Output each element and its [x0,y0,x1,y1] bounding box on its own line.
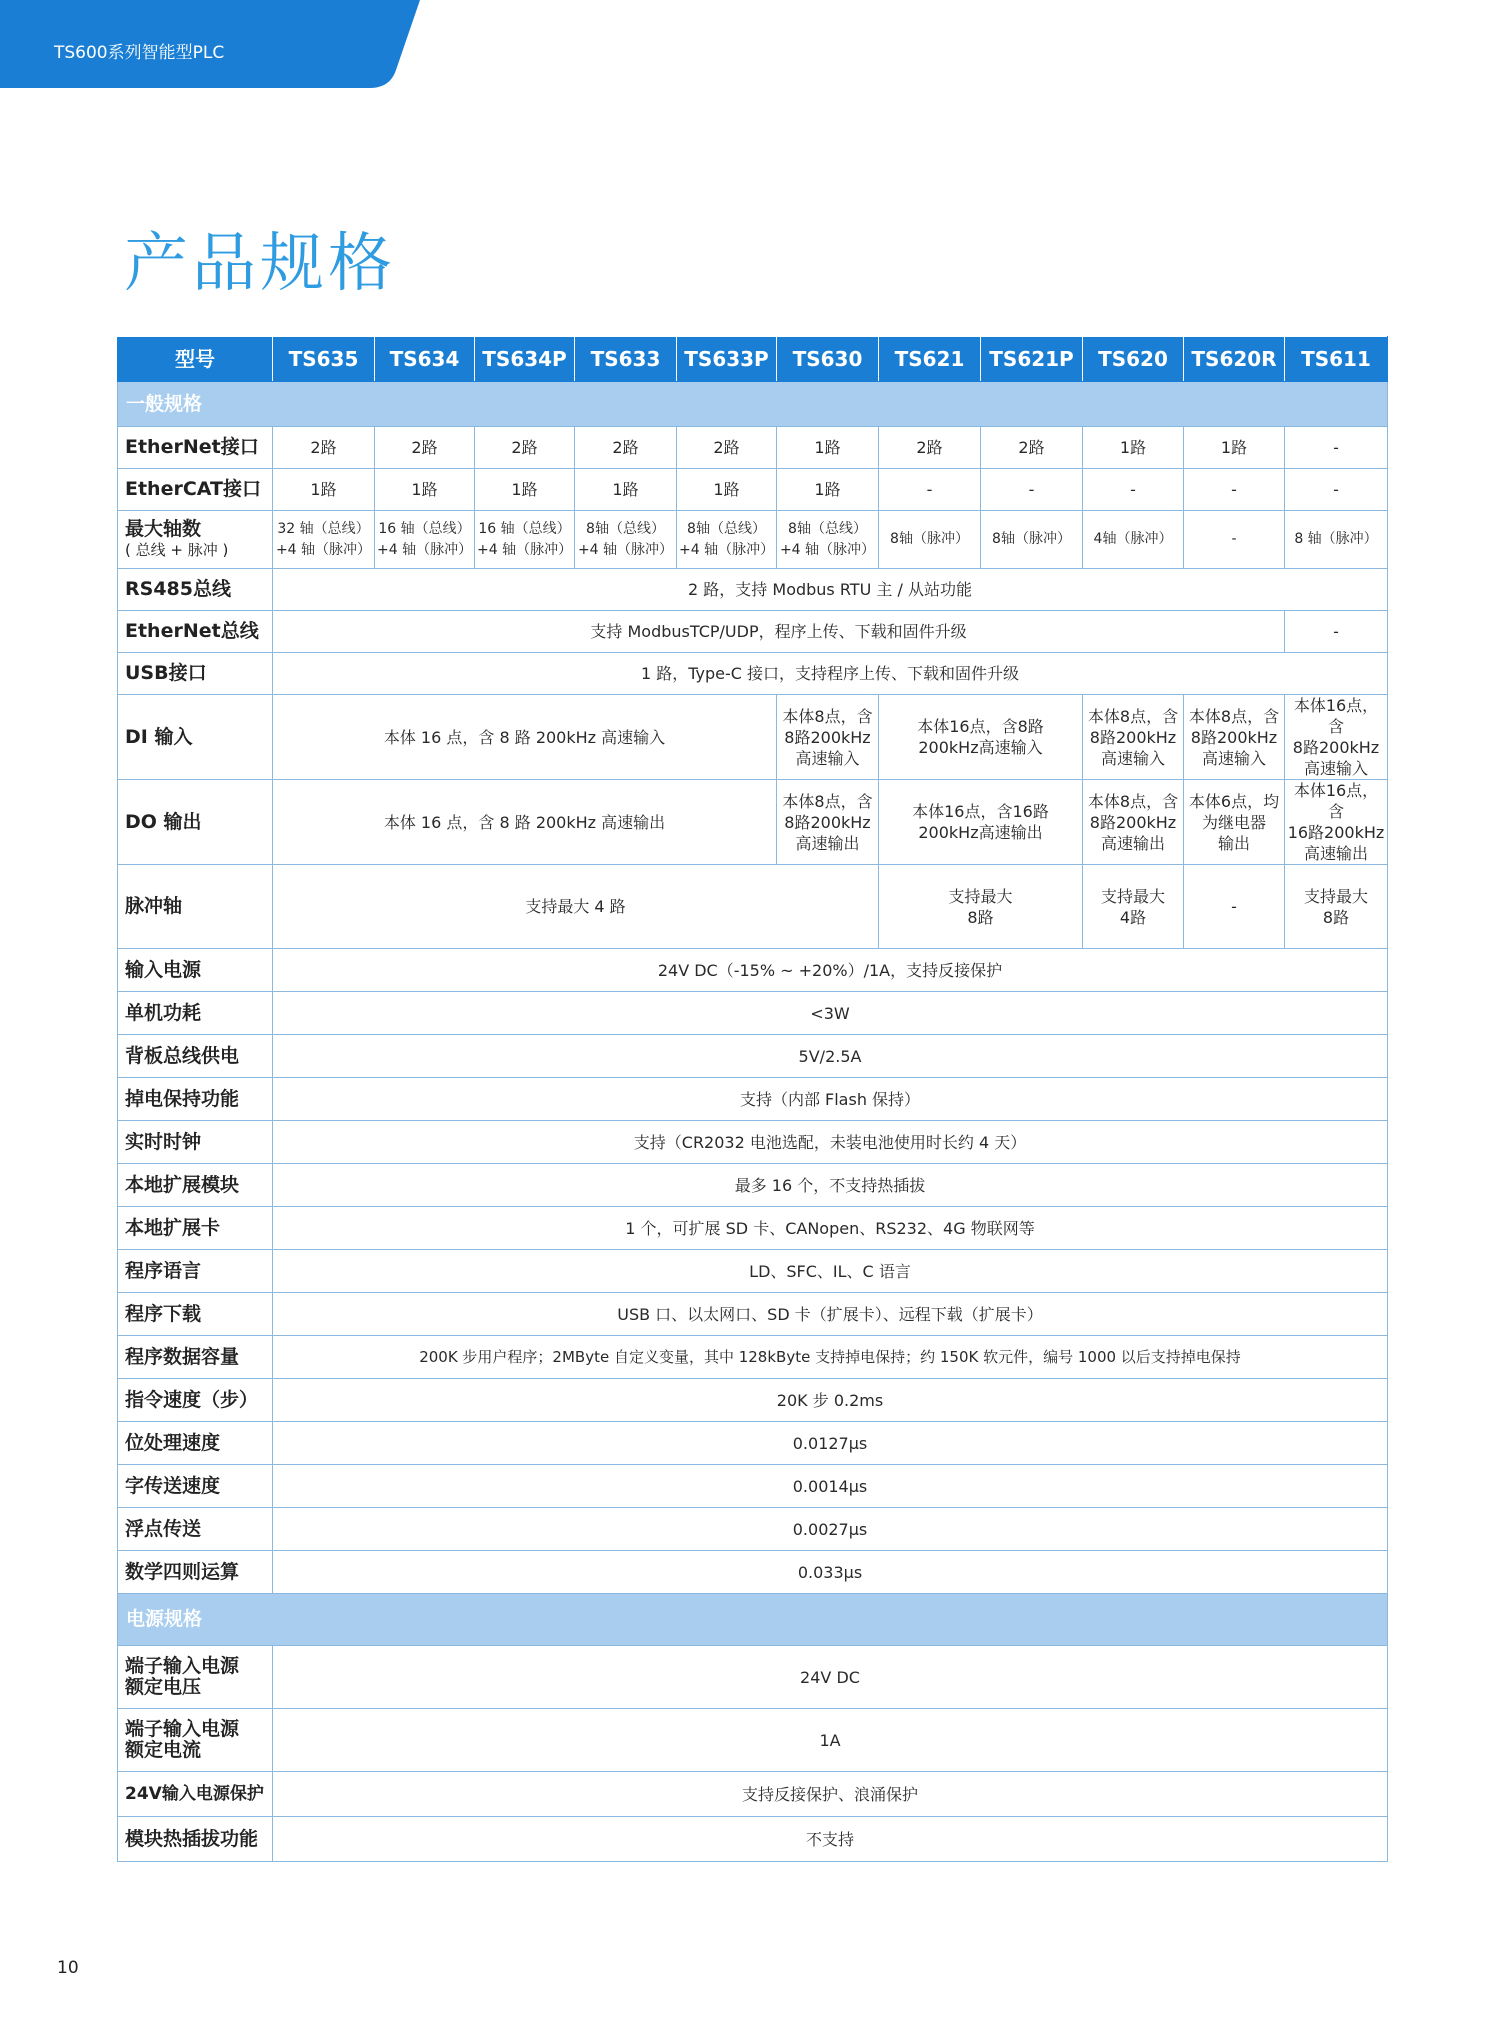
section-title: 电源规格 [118,1594,1388,1646]
table-cell: 2路 [375,427,475,469]
cell-line: 8轴（总线） [586,520,665,537]
section-title: 一般规格 [118,382,1388,427]
table-cell: 1路 [575,469,677,511]
table-row [118,865,1388,949]
cell-line: 本体8点，含 [1087,791,1179,811]
table-cell: 2路 [677,427,777,469]
table-cell: 5V/2.5A [273,1035,1388,1078]
table-cell: 1路 [475,469,575,511]
table-cell [879,780,1083,865]
table-cell: 20K 步 0.2ms [273,1379,1388,1422]
row-label-line: ( 总线 + 脉冲 ) [125,540,229,559]
model-header: TS633P [677,337,777,382]
table-cell: 1 路，Type-C 接口，支持程序上传、下载和固件升级 [273,653,1388,695]
cell-line: 本体16点，含 [1293,696,1379,736]
table-cell: 不支持 [273,1817,1388,1862]
table-row [118,511,1388,569]
table-cell: 1A [273,1709,1388,1772]
table-cell [777,780,879,865]
row-label-line: 端子输入电源 [125,1718,240,1740]
row-label: 24V输入电源保护 [118,1772,273,1817]
cell-line: 8轴（总线） [687,520,766,537]
row-label: USB接口 [118,653,273,695]
header-tab [0,0,420,88]
cell-line: 16 轴（总线） [378,520,471,537]
table-cell: 1 个，可扩展 SD 卡、CANopen、RS232、4G 物联网等 [273,1207,1388,1250]
table-cell: 0.0014μs [273,1465,1388,1508]
cell-line: 高速输入 [1201,748,1266,768]
cell-line: 为继电器 [1201,812,1266,832]
table-row [118,1035,1388,1078]
table-row [118,1207,1388,1250]
cell-line: 8路200kHz [1089,812,1177,832]
cell-line: 8轴（总线） [788,520,867,537]
table-cell: 8轴（脉冲） [981,511,1083,569]
row-label: 程序下载 [118,1293,273,1336]
model-header: TS635 [273,337,375,382]
table-row [118,569,1388,611]
table-cell: - [1184,511,1285,569]
table-cell: 支持（内部 Flash 保持） [273,1078,1388,1121]
cell-line: 32 轴（总线） [277,520,370,537]
table-row [118,469,1388,511]
table-cell: 支持最大 4 路 [273,865,879,949]
table-row [118,780,1388,865]
table-row [118,1379,1388,1422]
table-cell [375,511,475,569]
table-cell [777,511,879,569]
cell-line: 高速输出 [1100,833,1165,853]
row-label: EtherCAT接口 [118,469,273,511]
table-cell: 1路 [1184,427,1285,469]
table-cell: 2 路，支持 Modbus RTU 主 / 从站功能 [273,569,1388,611]
table-cell: 支持 ModbusTCP/UDP，程序上传、下载和固件升级 [273,611,1285,653]
section-row-general [118,382,1388,427]
row-label: RS485总线 [118,569,273,611]
row-label: DI 输入 [118,695,273,780]
row-label: 掉电保持功能 [118,1078,273,1121]
cell-line: 高速输入 [1303,759,1368,778]
model-header: TS611 [1285,337,1388,382]
header-row [118,337,1388,382]
row-label [118,1709,273,1772]
table-cell: 4轴（脉冲） [1083,511,1184,569]
table-cell: 200K 步用户程序；2MByte 自定义变量，其中 128kByte 支持掉电保持；约 150K 软元件，编号 1000 以后支持掉电保持 [273,1336,1388,1379]
cell-line: 本体16点，含 [1293,781,1379,821]
table-row [118,1164,1388,1207]
cell-line: 高速输出 [1303,844,1368,863]
table-row [118,695,1388,780]
table-cell: 0.0027μs [273,1508,1388,1551]
table-cell: - [1285,611,1388,653]
table-cell: - [1184,469,1285,511]
table-cell: - [1083,469,1184,511]
row-label: 背板总线供电 [118,1035,273,1078]
table-cell: 0.0127μs [273,1422,1388,1465]
spec-table [117,336,1388,1862]
table-cell [879,865,1083,949]
table-cell: <3W [273,992,1388,1035]
table-cell: 2路 [981,427,1083,469]
cell-line: +4 轴（脉冲） [679,541,775,558]
table-cell [677,511,777,569]
row-label: DO 输出 [118,780,273,865]
table-cell [1184,695,1285,780]
table-cell: 支持（CR2032 电池选配，未装电池使用时长约 4 天） [273,1121,1388,1164]
row-label: EtherNet接口 [118,427,273,469]
table-cell [475,511,575,569]
table-row [118,1646,1388,1709]
cell-line: +4 轴（脉冲） [275,541,372,558]
table-cell: 2路 [879,427,981,469]
table-cell: 2路 [273,427,375,469]
cell-line: 8路200kHz [784,727,871,747]
cell-line: 支持最大 [1303,886,1368,906]
row-label: 本地扩展卡 [118,1207,273,1250]
cell-line: 8路 [967,907,994,927]
cell-line: 本体8点，含 [782,706,873,726]
table-cell: 本体 16 点，含 8 路 200kHz 高速输出 [273,780,777,865]
cell-line: 支持最大 [1100,886,1165,906]
table-cell [1083,865,1184,949]
series-label: TS600系列智能型PLC [54,43,225,63]
table-row [118,427,1388,469]
table-cell: 1路 [777,427,879,469]
cell-line: 高速输入 [795,748,860,768]
row-label: 程序语言 [118,1250,273,1293]
row-label: 脉冲轴 [118,865,273,949]
row-label [118,1646,273,1709]
table-cell: - [1285,427,1388,469]
table-cell: 8轴（脉冲） [879,511,981,569]
table-row [118,1336,1388,1379]
table-cell: LD、SFC、IL、C 语言 [273,1250,1388,1293]
model-header: TS620R [1184,337,1285,382]
row-label-line: 额定电流 [125,1739,202,1761]
table-cell: 1路 [1083,427,1184,469]
model-header: TS630 [777,337,879,382]
corner-cell: 型号 [118,337,273,382]
table-row [118,1772,1388,1817]
table-row [118,1293,1388,1336]
table-cell: 24V DC（-15% ~ +20%）/1A，支持反接保护 [273,949,1388,992]
table-row [118,1465,1388,1508]
table-cell [1083,780,1184,865]
model-header: TS620 [1083,337,1184,382]
row-label-line: 端子输入电源 [125,1655,240,1677]
row-label: 指令速度（步） [118,1379,273,1422]
cell-line: 本体8点，含 [782,791,873,811]
section-row-power [118,1594,1388,1646]
row-label: 输入电源 [118,949,273,992]
cell-line: 8路200kHz [1190,727,1278,747]
table-cell: 1路 [677,469,777,511]
table-row [118,1121,1388,1164]
row-label: EtherNet总线 [118,611,273,653]
table-cell: 1路 [375,469,475,511]
cell-line: +4 轴（脉冲） [577,541,674,558]
cell-line: 输出 [1217,833,1250,853]
table-cell: 1路 [273,469,375,511]
table-cell [879,695,1083,780]
table-cell [273,511,375,569]
model-header: TS621P [981,337,1083,382]
row-label: 实时时钟 [118,1121,273,1164]
cell-line: +4 轴（脉冲） [477,541,573,558]
cell-line: 支持最大 [948,886,1013,906]
row-label [118,511,273,569]
table-cell [777,695,879,780]
page-number: 10 [57,1958,79,1978]
table-row [118,992,1388,1035]
table-cell [1083,695,1184,780]
cell-line: 高速输出 [795,833,860,853]
table-row [118,611,1388,653]
table-cell: 2路 [475,427,575,469]
cell-line: +4 轴（脉冲） [779,541,876,558]
table-cell: 支持反接保护、浪涌保护 [273,1772,1388,1817]
row-label: 字传送速度 [118,1465,273,1508]
table-cell: - [1285,469,1388,511]
table-row [118,1817,1388,1862]
model-header: TS634 [375,337,475,382]
table-cell: 0.033μs [273,1551,1388,1594]
row-label-line: 额定电压 [125,1676,202,1698]
cell-line: 8路200kHz [1089,727,1177,747]
cell-line: 8路200kHz [784,812,871,832]
table-cell [1285,695,1388,780]
cell-line: 16 轴（总线） [478,520,571,537]
cell-line: 200kHz高速输入 [918,738,1043,757]
table-row [118,949,1388,992]
table-cell: - [1184,865,1285,949]
cell-line: 16路200kHz [1287,823,1385,842]
cell-line: +4 轴（脉冲） [377,541,473,558]
cell-line: 本体16点，含8路 [917,717,1044,736]
row-label: 本地扩展模块 [118,1164,273,1207]
table-cell: 24V DC [273,1646,1388,1709]
cell-line: 8路200kHz [1292,738,1380,757]
row-label: 位处理速度 [118,1422,273,1465]
table-cell: - [981,469,1083,511]
table-cell [1285,780,1388,865]
row-label: 单机功耗 [118,992,273,1035]
cell-line: 本体16点，含16路 [912,802,1049,821]
table-row [118,1422,1388,1465]
row-label: 浮点传送 [118,1508,273,1551]
table-row [118,1551,1388,1594]
page-title: 产品规格 [124,227,396,301]
table-row [118,1508,1388,1551]
table-row [118,1250,1388,1293]
cell-line: 高速输入 [1100,748,1165,768]
table-cell: 最多 16 个，不支持热插拔 [273,1164,1388,1207]
table-row [118,1078,1388,1121]
table-row [118,1709,1388,1772]
table-cell [1285,865,1388,949]
model-header: TS633 [575,337,677,382]
row-label: 数学四则运算 [118,1551,273,1594]
cell-line: 本体8点，含 [1188,706,1280,726]
table-cell: 8 轴（脉冲） [1285,511,1388,569]
cell-line: 4路 [1119,907,1147,927]
cell-line: 200kHz高速输出 [918,823,1043,842]
model-header: TS634P [475,337,575,382]
table-cell: 本体 16 点，含 8 路 200kHz 高速输入 [273,695,777,780]
cell-line: 本体6点，均 [1188,791,1280,811]
cell-line: 本体8点，含 [1087,706,1179,726]
row-label: 程序数据容量 [118,1336,273,1379]
table-cell [575,511,677,569]
cell-line: 8路 [1322,907,1350,927]
row-label: 模块热插拔功能 [118,1817,273,1862]
model-header: TS621 [879,337,981,382]
table-cell: 2路 [575,427,677,469]
table-cell [1184,780,1285,865]
table-cell: 1路 [777,469,879,511]
row-label-line: 最大轴数 [125,517,202,540]
table-cell: - [879,469,981,511]
table-row [118,653,1388,695]
table-cell: USB 口、以太网口、SD 卡（扩展卡）、远程下载（扩展卡） [273,1293,1388,1336]
